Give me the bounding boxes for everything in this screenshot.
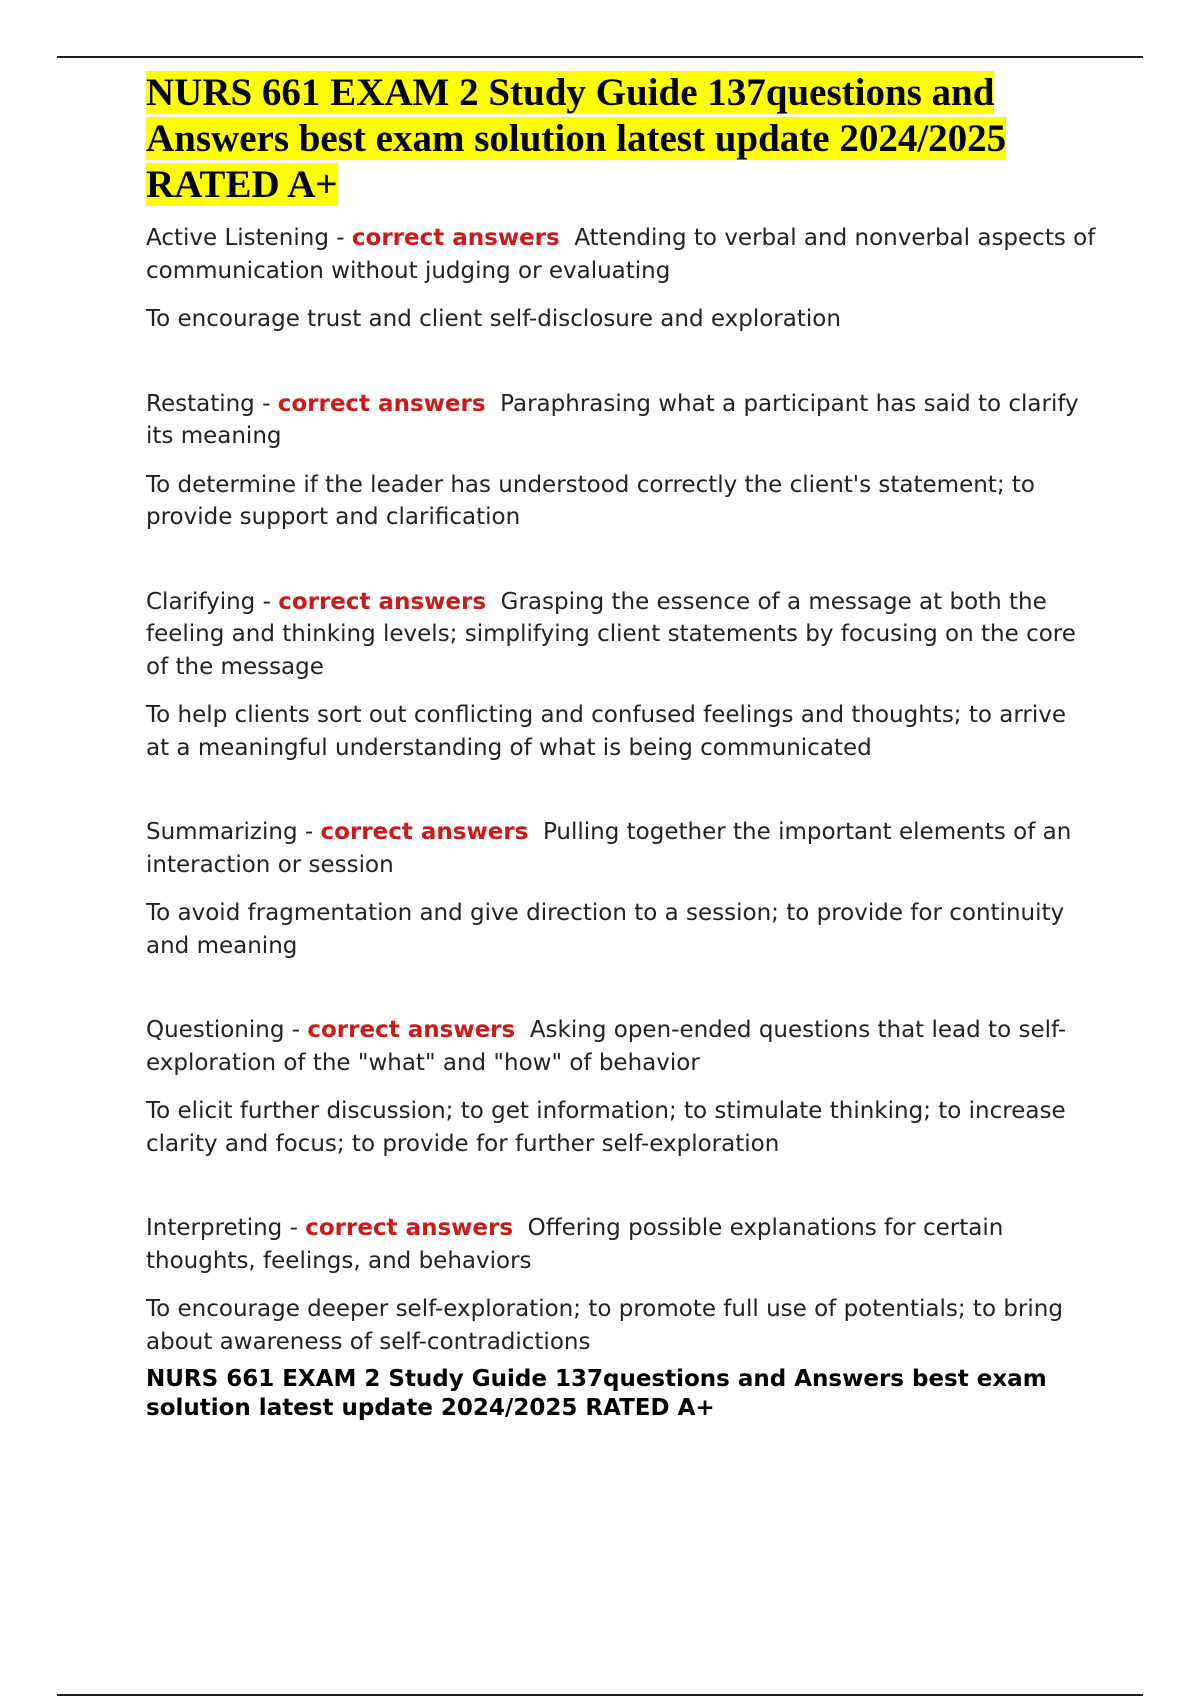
term-separator: -	[254, 390, 278, 417]
entry-definition: Attending to verbal and nonverbal aspects of communication without judging or evaluating	[146, 225, 1096, 284]
term-separator: -	[297, 819, 321, 845]
entry-term-line	[146, 586, 1096, 684]
entry-definition: Asking open-ended questions that lead to self-exploration of the "what" and "how" of behavior	[146, 1017, 1067, 1076]
entry-summarizing	[146, 816, 1096, 962]
entry-purpose: To encourage deeper self-exploration; to promote full use of potentials; to bring about awareness of self-contradictions	[146, 1296, 1063, 1355]
entry-term: Restating	[146, 390, 255, 417]
entry-term-line	[146, 388, 1096, 453]
entry-purpose: To avoid fragmentation and give direction to a session; to provide for continuity and meaning	[146, 900, 1065, 959]
document-title	[146, 70, 1096, 208]
entry-term: Clarifying	[146, 588, 256, 615]
term-separator: -	[284, 1017, 308, 1043]
entry-definition: Pulling together the important elements of an interaction or session	[146, 819, 1072, 878]
entry-active-listening	[146, 222, 1096, 336]
entry-term: Interpreting	[146, 1215, 283, 1241]
correct-answers-label: correct answers	[278, 588, 487, 615]
entry-purpose: To elicit further discussion; to get information; to stimulate thinking; to increase clarity and focus; to provide for further self-exploration	[146, 1098, 1066, 1157]
entry-clarifying	[146, 586, 1096, 765]
correct-answers-label: correct answers	[305, 1215, 514, 1241]
entry-restating	[146, 388, 1096, 534]
bottom-divider	[57, 1694, 1143, 1696]
footer-title: NURS 661 EXAM 2 Study Guide 137questions and Answers best exam solution latest update 2024/2025 RATED A+	[146, 1366, 1047, 1421]
correct-answers-label: correct answers	[307, 1017, 516, 1043]
document-title-highlight: NURS 661 EXAM 2 Study Guide 137questions and Answers best exam solution latest update 2024/2025 RATED A+	[146, 71, 1007, 206]
entry-purpose: To help clients sort out conflicting and confused feelings and thoughts; to arrive at a meaningful understanding of what is being communicated	[146, 702, 1067, 761]
entry-term-line	[146, 1014, 1096, 1079]
entry-definition: Paraphrasing what a participant has said to clarify its meaning	[146, 390, 1079, 449]
top-divider	[57, 56, 1143, 58]
entry-purpose: To determine if the leader has understood correctly the client's statement; to provide support and clarification	[146, 471, 1035, 530]
entry-term: Summarizing	[146, 819, 298, 845]
entry-term-line	[146, 816, 1096, 881]
entry-definition: Grasping the essence of a message at both the feeling and thinking levels; simplifying client statements by focusing on the core of the message	[146, 588, 1076, 680]
term-separator: -	[328, 225, 352, 251]
correct-answers-label: correct answers	[351, 225, 560, 251]
term-separator: -	[282, 1215, 306, 1241]
entry-term: Active Listening	[146, 225, 329, 251]
correct-answers-label: correct answers	[277, 390, 486, 417]
correct-answers-label: correct answers	[320, 819, 529, 845]
entry-term: Questioning	[146, 1017, 285, 1043]
entry-interpreting	[146, 1212, 1096, 1358]
document-page	[146, 70, 1096, 1423]
entry-list	[146, 222, 1096, 1358]
entry-questioning	[146, 1014, 1096, 1160]
entry-term-line	[146, 222, 1096, 287]
entry-purpose: To encourage trust and client self-disclosure and exploration	[146, 306, 841, 332]
entry-term-line	[146, 1212, 1096, 1277]
term-separator: -	[255, 588, 279, 615]
entry-definition: Offering possible explanations for certain thoughts, feelings, and behaviors	[146, 1215, 1004, 1274]
